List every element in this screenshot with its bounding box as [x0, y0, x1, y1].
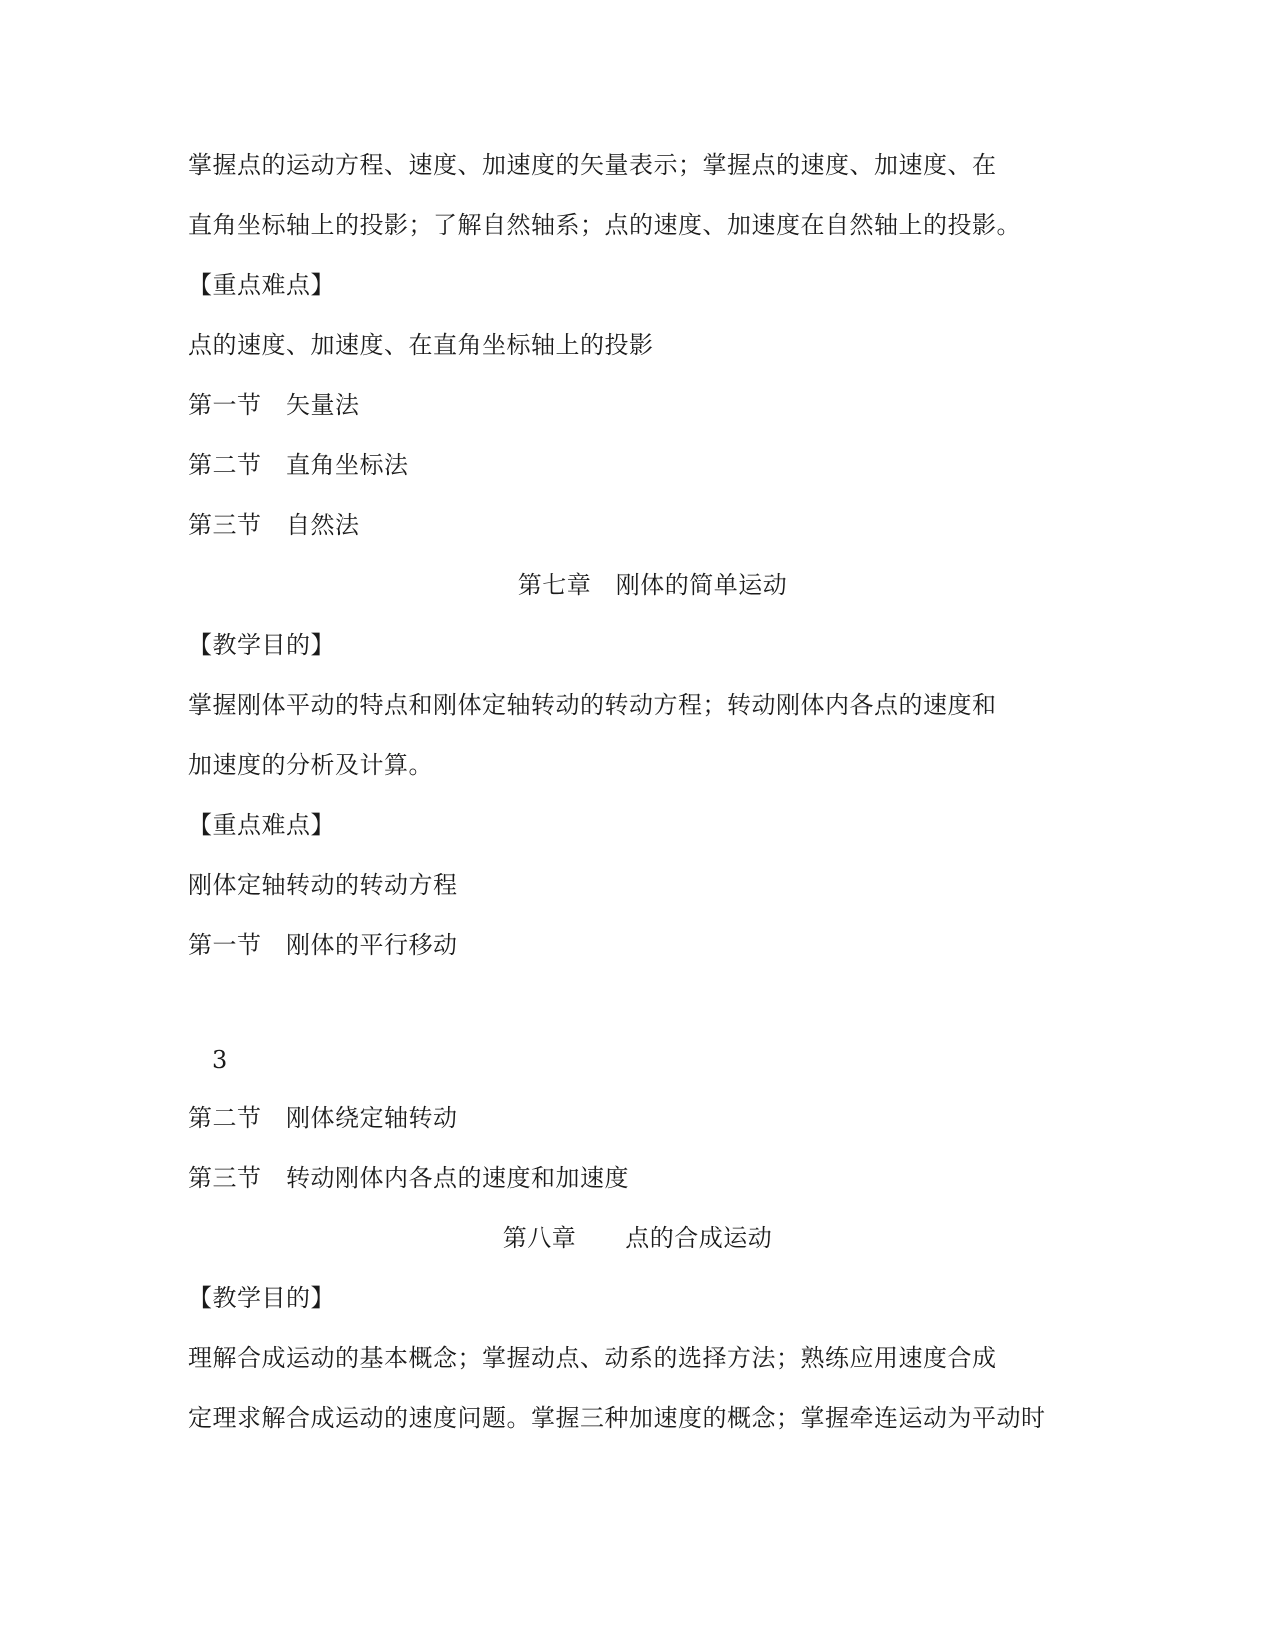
- subsection-title: 第一节 矢量法: [188, 391, 360, 419]
- section-heading: 【重点难点】: [188, 271, 335, 299]
- subsection-title: 第三节 转动刚体内各点的速度和加速度: [188, 1164, 629, 1192]
- body-text-line: 直角坐标轴上的投影；了解自然轴系；点的速度、加速度在自然轴上的投影。: [188, 211, 1021, 239]
- body-text-line: 定理求解合成运动的速度问题。掌握三种加速度的概念；掌握牵连运动为平动时: [188, 1404, 1046, 1432]
- chapter-title: 第八章 点的合成运动: [502, 1224, 773, 1252]
- subsection-title: 第二节 刚体绕定轴转动: [188, 1104, 458, 1132]
- body-text-line: 刚体定轴转动的转动方程: [188, 871, 458, 899]
- body-text-line: 理解合成运动的基本概念；掌握动点、动系的选择方法；熟练应用速度合成: [188, 1344, 997, 1372]
- page-number: 3: [212, 1046, 228, 1074]
- body-text-line: 点的速度、加速度、在直角坐标轴上的投影: [188, 331, 654, 359]
- body-text-line: 掌握刚体平动的特点和刚体定轴转动的转动方程；转动刚体内各点的速度和: [188, 691, 997, 719]
- section-heading: 【重点难点】: [188, 811, 335, 839]
- body-text-line: 掌握点的运动方程、速度、加速度的矢量表示；掌握点的速度、加速度、在: [188, 151, 997, 179]
- section-heading: 【教学目的】: [188, 1284, 335, 1312]
- subsection-title: 第三节 自然法: [188, 511, 360, 539]
- body-text-line: 加速度的分析及计算。: [188, 751, 433, 779]
- subsection-title: 第二节 直角坐标法: [188, 451, 409, 479]
- chapter-title: 第七章 刚体的简单运动: [517, 571, 788, 599]
- section-heading: 【教学目的】: [188, 631, 335, 659]
- subsection-title: 第一节 刚体的平行移动: [188, 931, 458, 959]
